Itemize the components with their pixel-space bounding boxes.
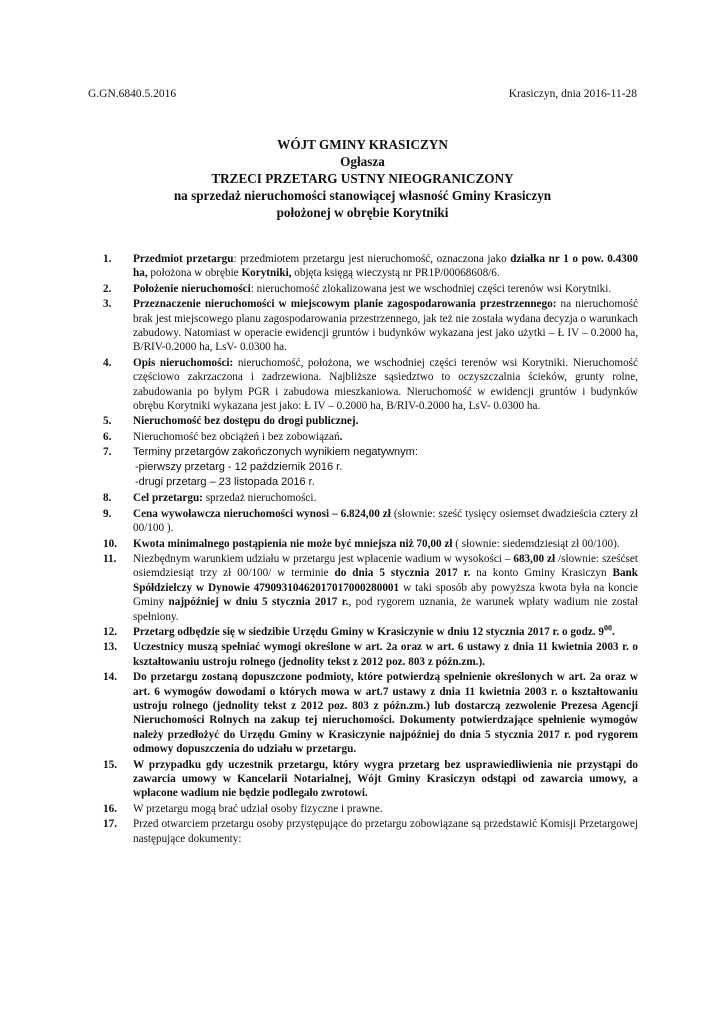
item-text-bold: Położenie nieruchomości — [133, 282, 251, 295]
item-number: 8. — [103, 492, 112, 505]
list-item — [93, 537, 638, 551]
item-text-bold: Korytniki, — [241, 267, 292, 280]
item-text: ( słownie: siedemdziesiąt zł 00/100). — [452, 537, 620, 550]
list-item — [93, 430, 638, 444]
reference-number: G.GN.6840.5.2016 — [88, 88, 177, 100]
item-number: 10. — [103, 537, 117, 550]
item-text-bold: działka nr 1 o pow. 0.4300 ha, — [133, 253, 639, 280]
list-item — [93, 445, 638, 490]
item-number: 9. — [103, 507, 112, 520]
item-text: w taki sposób aby powyższa kwota była na koncie Gminy — [133, 581, 638, 609]
item-text-bold: Bank Spółdzielczy w Dynowie 47909310462017017000280001 — [133, 567, 638, 594]
list-item — [93, 552, 638, 624]
list-item — [93, 625, 638, 639]
item-text: , pod rygorem uznania, że warunek wpłaty wadium nie został spełniony. — [133, 596, 638, 623]
list-item — [93, 640, 638, 669]
item-text-bold: Do przetargu zostaną dopuszczone podmioty, które potwierdzą spełnienie określonych w art. 2a oraz w art. 6 wymogów dowodami o których mowa w art.7 ustawy z dnia 11 kwietnia 2003 r. o kształtowaniu ustroju rolnego (jednolity tekst z 2012 poz. 803 z późn.zm.) lub dostarczą zezwolenie Prezesa Agencji Nieruchomości Rolnych na zakup tej nieruchomości. Dokumenty potwierdzające spełnienie wymogów należy przedłożyć do Urzędu Gminy w Krasiczynie najpóźniej do dnia 5 stycznia 2017 r. pod rygorem odmowy dopuszczenia do udziału w przetargu. — [133, 671, 638, 756]
item-number: 6. — [103, 430, 112, 443]
item-text-bold: Kwota minimalnego postąpienia nie może być mniejsza niż 70,00 zł — [133, 537, 453, 550]
list-item — [93, 282, 638, 296]
item-text-bold: Cena wywoławcza nieruchomości wynosi – 6.824,00 zł — [133, 507, 391, 520]
announcement-heading — [60, 136, 665, 221]
item-subline: -drugi przetarg – 23 listopada 2016 r. — [135, 476, 315, 489]
item-number: 7. — [103, 446, 112, 459]
heading-authority: WÓJT GMINY KRASICZYN — [277, 137, 448, 152]
list-item — [93, 252, 638, 281]
item-text: objęta księgą wieczystą nr PR1P/00068608/6. — [291, 267, 500, 280]
heading-tender-type: TRZECI PRZETARG USTNY NIEOGRANICZONY — [211, 171, 514, 186]
item-text: położona w obrębie — [147, 267, 242, 280]
item-text-bold: Przetarg odbędzie się w siedzibie Urzędu Gminy w Krasiczynie w dniu 12 stycznia 2017 r. o godz. 9 — [133, 625, 604, 638]
list-item — [93, 507, 638, 536]
item-number: 12. — [103, 625, 117, 638]
item-text: sprzedaż nieruchomości. — [202, 492, 317, 505]
list-item — [93, 802, 638, 816]
item-text-bold: . — [339, 430, 343, 443]
conditions-list — [93, 252, 638, 847]
item-number: 1. — [103, 253, 112, 265]
item-text: (słownie: sześć tysięcy osiemset dwadzieścia cztery zł 00/100 ). — [133, 507, 638, 535]
item-text-bold: Cel przetargu: — [133, 492, 203, 505]
list-item — [93, 491, 638, 505]
list-item — [93, 356, 638, 414]
item-text-bold: W przypadku gdy uczestnik przetargu, który wygra przetarg bez usprawiedliwienia nie przystąpi do zawarcia umowy w Kancelarii Notarialnej, Wójt Gminy Krasiczyn odstąpi od zawarcia umowy, a wpłacone wadium nie będzie podlegało zwrotowi. — [133, 758, 638, 800]
item-text-bold: Opis nieruchomości: — [133, 356, 234, 369]
item-text-bold: Przeznaczenie nieruchomości w miejscowym planie zagospodarowania przestrzennego: — [133, 298, 557, 311]
list-item — [93, 758, 638, 801]
item-number: 14. — [103, 671, 117, 684]
item-number: 11. — [103, 552, 117, 565]
item-number: 2. — [103, 282, 112, 295]
heading-announces: Ogłasza — [340, 154, 385, 169]
item-number: 15. — [103, 758, 117, 771]
list-item — [93, 297, 638, 355]
item-text-bold: 683,00 zł — [513, 552, 556, 565]
item-text: Nieruchomość bez obciążeń i bez zobowiązań — [133, 430, 340, 443]
heading-location: położonej w obrębie Korytniki — [276, 205, 449, 220]
item-number: 3. — [103, 298, 112, 311]
item-number: 5. — [103, 415, 112, 428]
item-number: 13. — [103, 641, 117, 654]
item-subline: -pierwszy przetarg - 12 październik 2016 r. — [135, 461, 343, 474]
item-text: /słownie: sześćset osiemdziesiąt trzy zł 00/100/ w terminie — [133, 552, 638, 580]
item-text: Przed otwarciem przetargu osoby przystępujące do przetargu zobowiązane są przedstawić Komisji Przetargowej następujące dokumenty: — [133, 818, 638, 845]
heading-subject: na sprzedaż nieruchomości stanowiącej własność Gminy Krasiczyn — [173, 188, 552, 203]
item-text-bold: najpóźniej w dniu 5 stycznia 2017 r. — [168, 596, 349, 609]
list-item — [93, 817, 638, 846]
list-item — [93, 670, 638, 756]
item-number: 17. — [103, 818, 117, 831]
place-date: Krasiczyn, dnia 2016-11-28 — [508, 88, 637, 100]
item-text-bold: Przedmiot przetargu — [133, 253, 234, 265]
list-item — [93, 414, 638, 428]
item-superscript: 00 — [603, 623, 612, 633]
item-text: Terminy przetargów zakończonych wynikiem negatywnym: — [133, 446, 418, 459]
item-text: : nieruchomość zlokalizowana jest we wschodniej części terenów wsi Korytniki. — [250, 282, 612, 295]
item-text: na nieruchomość brak jest miejscowego planu zagospodarowania przestrzennego, jak też nie została wydana decyzja o warunkach zabudowy. Natomiast w operacie ewidencji gruntów i budynków wykazana jest jako użytki – Ł IV – 0.2000 ha, B/RIV-0.2000 ha, LsV- 0.0300 ha. — [133, 298, 638, 354]
item-text-bold: Nieruchomość bez dostępu do drogi publicznej. — [133, 415, 359, 428]
item-number: 16. — [103, 802, 117, 815]
item-text-bold: do dnia 5 stycznia 2017 r. — [334, 567, 471, 580]
item-text: nieruchomość, położona, we wschodniej części terenów wsi Korytniki. Nieruchomość częściowo zakrzaczona i zadrzewiona. Najbliższe sąsiedztwo to oczyszczalnia ścieków, grunty rolne, zabudowania po byłym PGR i zabudowa mieszkaniowa. Nieruchomość w ewidencji gruntów i budynków obrębu Korytniki wykazana jest jako: Ł IV – 0.2000 ha, B/RIV-0.2000 ha, LsV- 0.0300 ha. — [133, 356, 638, 413]
item-text: : przedmiotem przetargu jest nieruchomość, oznaczona jako — [233, 253, 511, 265]
item-text: na konto Gminy Krasiczyn — [470, 567, 613, 580]
item-number: 4. — [103, 356, 112, 369]
item-text-bold: . — [611, 625, 615, 638]
item-text-bold: Uczestnicy muszą spełniać wymogi określone w art. 2a oraz w art. 6 ustawy z dnia 11 kwietnia 2003 r. o kształtowaniu ustroju rolnego (jednolity tekst z 2012 poz. 803 z późn.zm.). — [133, 641, 638, 668]
item-text: W przetargu mogą brać udział osoby fizyczne i prawne. — [133, 802, 383, 815]
item-text: Niezbędnym warunkiem udziału w przetargu jest wpłacenie wadium w wysokości – — [133, 552, 514, 565]
